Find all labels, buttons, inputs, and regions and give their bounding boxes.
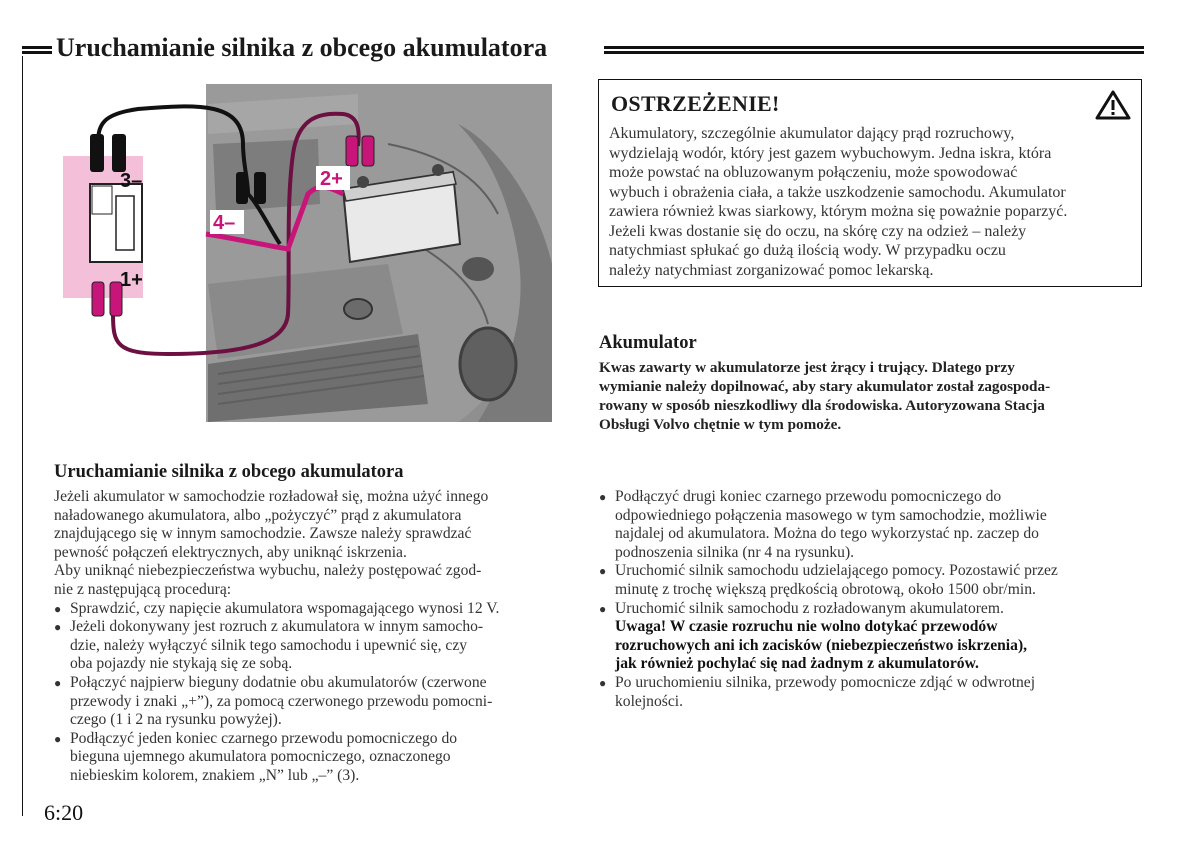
list-item: ● Uruchomić silnik samochodu udzielającego pomocy. Pozostawić przez minutę z trochę większą prędkością obrotową, około 1500 obr/min. [599,562,1144,599]
page-title: Uruchamianie silnika z obcego akumulatora [56,33,548,62]
label-neg-car: 4– [213,212,236,234]
list-item: ● Uruchomić silnik samochodu z rozładowanym akumulatorem. Uwaga! W czasie rozruchu nie wolno dotykać przewodów rozruchowych ani ich zacisków (niebezpieczeństwo iskrzenia), jak również pochylać się nad żadnym z akumulatorów. [599,600,1144,674]
list-item: ● Podłączyć jeden koniec czarnego przewodu pomocniczego do bieguna ujemnego akumulatora pomocniczego, oznaczonego niebieskim kolorem, znakiem „N” lub „–” (3). [54,730,569,786]
page-number: 6:20 [44,800,84,825]
procedure-list-right [599,488,1144,711]
start-section-left-column [54,488,569,786]
warning-title: OSTRZEŻENIE! [611,91,780,116]
intro-paragraph: Jeżeli akumulator w samochodzie rozładował się, można użyć innego naładowanego akumulatora, albo „pożyczyć” prąd z akumulatora znajdującego się w innym samochodzie. Zawsze należy sprawdzać pewność połączeń elektrycznych, aby uniknąć iskrzenia. Aby uniknąć niebezpieczeństwa wybuchu, należy postępować zgod- nie z następującą procedurą: [54,488,489,598]
jump-start-illustration [58,84,552,422]
akumulator-heading: Akumulator [599,333,697,353]
start-section-heading: Uruchamianie silnika z obcego akumulatora [54,462,404,482]
page-left-border [22,56,23,816]
engine-bay [206,84,552,422]
list-item: ● Podłączyć drugi koniec czarnego przewodu pomocniczego do odpowiedniego połączenia masowego w tym samochodzie, możliwie najdalej od akumulatora. Można do tego wykorzystać np. zaczep do podnoszenia silnika (nr 4 na rysunku). [599,488,1144,562]
list-item: ● Jeżeli dokonywany jest rozruch z akumulatora w innym samocho- dzie, należy wyłączyć silnik tego samochodu i upewnić się, czy oba pojazdy nie stykają się ze sobą. [54,618,569,674]
start-section-right-column [599,488,1144,711]
warning-triangle-icon [1095,90,1131,120]
header-rule-right [604,46,1144,54]
list-item: ● Sprawdzić, czy napięcie akumulatora wspomagającego wynosi 12 V. [54,600,569,619]
list-item: ● Po uruchomieniu silnika, przewody pomocnicze zdjąć w odwrotnej kolejności. [599,674,1144,711]
akumulator-text: Kwas zawarty w akumulatorze jest żrący i trujący. Dlatego przy wymianie należy dopilnować, aby stary akumulator został zagospoda- rowany w sposób nieszkodliwy dla środowiska. Autoryzowana Stacja Obsługi Volvo chętnie w tym pomoże. [599,359,1051,433]
label-pos-booster: 1+ [120,269,143,291]
label-neg-booster: 3– [120,170,143,192]
warning-box [598,79,1142,287]
warning-text: Akumulatory, szczególnie akumulator dający prąd rozruchowy, wydzielają wodór, który jest gazem wybuchowym. Jedna iskra, która może powstać na obluzowanym połączeniu, może spowodować wybuch i obrażenia ciała, a także uszkodzenie samochodu. Akumulator zawiera również kwas siarkowy, którym można się poważnie poparzyć. Jeżeli kwas dostanie się do oczu, na skórę czy na odzież – należy natychmiast spłukać go dużą ilością wody. W przypadku oczu należy natychmiast zorganizować pomoc lekarską. [609,125,1068,279]
list-item: ● Połączyć najpierw bieguny dodatnie obu akumulatorów (czerwone przewody i znaki „+”), za pomocą czerwonego przewodu pomocni- czego (1 i 2 na rysunku powyżej). [54,674,569,730]
procedure-list-left [54,600,569,786]
header-rule-left [22,46,52,54]
start-caution-text: Uwaga! W czasie rozruchu nie wolno dotykać przewodów rozruchowych ani ich zacisków (niebezpieczeństwo iskrzenia), jak również pochylać się nad żadnym z akumulatorów. [615,618,1028,673]
label-pos-car: 2+ [320,168,343,190]
